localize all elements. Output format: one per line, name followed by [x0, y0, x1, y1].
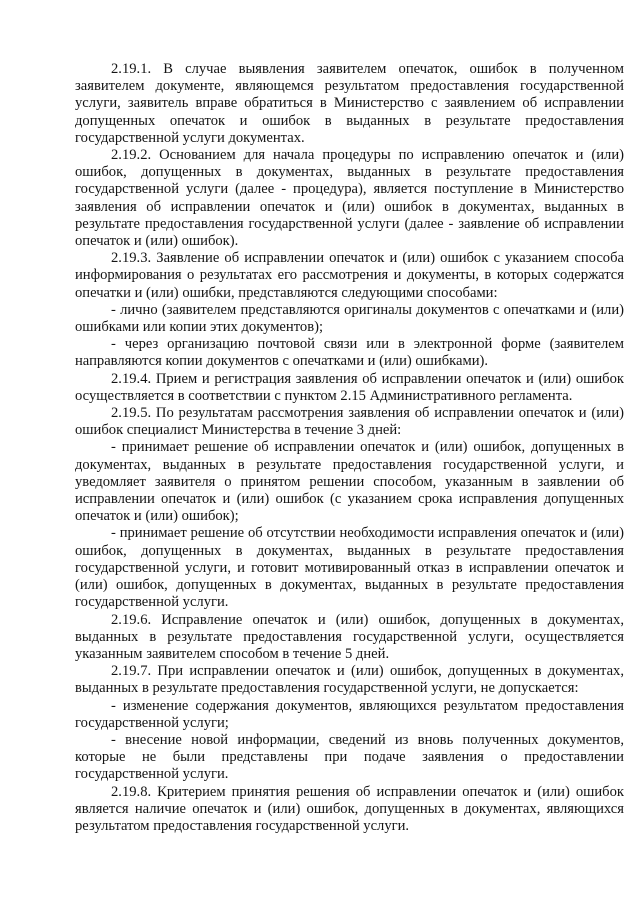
paragraph-2-19-5: 2.19.5. По результатам рассмотрения заявления об исправлении опечаток и (или) ошибок специалист Министерства в течение 3 дней: — [75, 405, 624, 439]
list-item-postal-electronic: - через организацию почтовой связи или в электронной форме (заявителем направляются копии документов с опечатками и (или) ошибками). — [75, 336, 624, 370]
paragraph-2-19-2: 2.19.2. Основанием для начала процедуры по исправлению опечаток и (или) ошибок, допущенных в документах, выданных в результате предоставления государственной услуги (далее - процедура), является поступление в Министерство заявления об исправлении опечаток и (или) ошибок в документах, выданных в результате предоставления государственной услуги (далее - заявление об исправлении опечаток и (или) ошибок). — [75, 147, 624, 250]
paragraph-2-19-4: 2.19.4. Прием и регистрация заявления об исправлении опечаток и (или) ошибок осуществляется в соответствии с пунктом 2.15 Административного регламента. — [75, 370, 624, 404]
list-item-refusal-decision: - принимает решение об отсутствии необходимости исправления опечаток и (или) ошибок, допущенных в документах, выданных в результате предоставления государственной услуги, и готовит мотивированный отказ в исправлении опечаток и (или) ошибок, допущенных в документах, выданных в результате предоставления государственной услуги. — [75, 525, 624, 611]
paragraph-2-19-8: 2.19.8. Критерием принятия решения об исправлении опечаток и (или) ошибок является наличие опечаток и (или) ошибок, допущенных в документах, являющихся результатом предоставления государственной услуги. — [75, 783, 624, 834]
list-item-no-content-change: - изменение содержания документов, являющихся результатом предоставления государственной услуги; — [75, 697, 624, 731]
paragraph-2-19-1: 2.19.1. В случае выявления заявителем опечаток, ошибок в полученном заявителем документе, являющемся результатом предоставления государственной услуги, заявитель вправе обратиться в Министерство с заявлением об исправлении допущенных опечаток и ошибок в выданных в результате предоставления государственной услуги документах. — [75, 61, 624, 146]
list-item-correction-decision: - принимает решение об исправлении опечаток и (или) ошибок, допущенных в документах, выданных в результате предоставления государственной услуги, и уведомляет заявителя о принятом решении способом, указанным в заявлении об исправлении опечаток и (или) ошибок (с указанием срока исправления допущенных опечаток и (или) ошибок); — [75, 439, 624, 525]
paragraph-2-19-3: 2.19.3. Заявление об исправлении опечаток и (или) ошибок с указанием способа информирования о результатах его рассмотрения и документы, в которых содержатся опечатки и (или) ошибки, представляются следующими способами: — [75, 250, 624, 301]
list-item-in-person: - лично (заявителем представляются оригиналы документов с опечатками и (или) ошибками или копии этих документов); — [75, 301, 624, 336]
paragraph-2-19-6: 2.19.6. Исправление опечаток и (или) ошибок, допущенных в документах, выданных в результате предоставления государственной услуги, осуществляется указанным заявителем способом в течение 5 дней. — [75, 611, 624, 662]
paragraph-2-19-7: 2.19.7. При исправлении опечаток и (или) ошибок, допущенных в документах, выданных в результате предоставления государственной услуги, не допускается: — [75, 663, 624, 697]
list-item-no-new-information: - внесение новой информации, сведений из вновь полученных документов, которые не были представлены при подаче заявления о предоставлении государственной услуги. — [75, 731, 624, 783]
